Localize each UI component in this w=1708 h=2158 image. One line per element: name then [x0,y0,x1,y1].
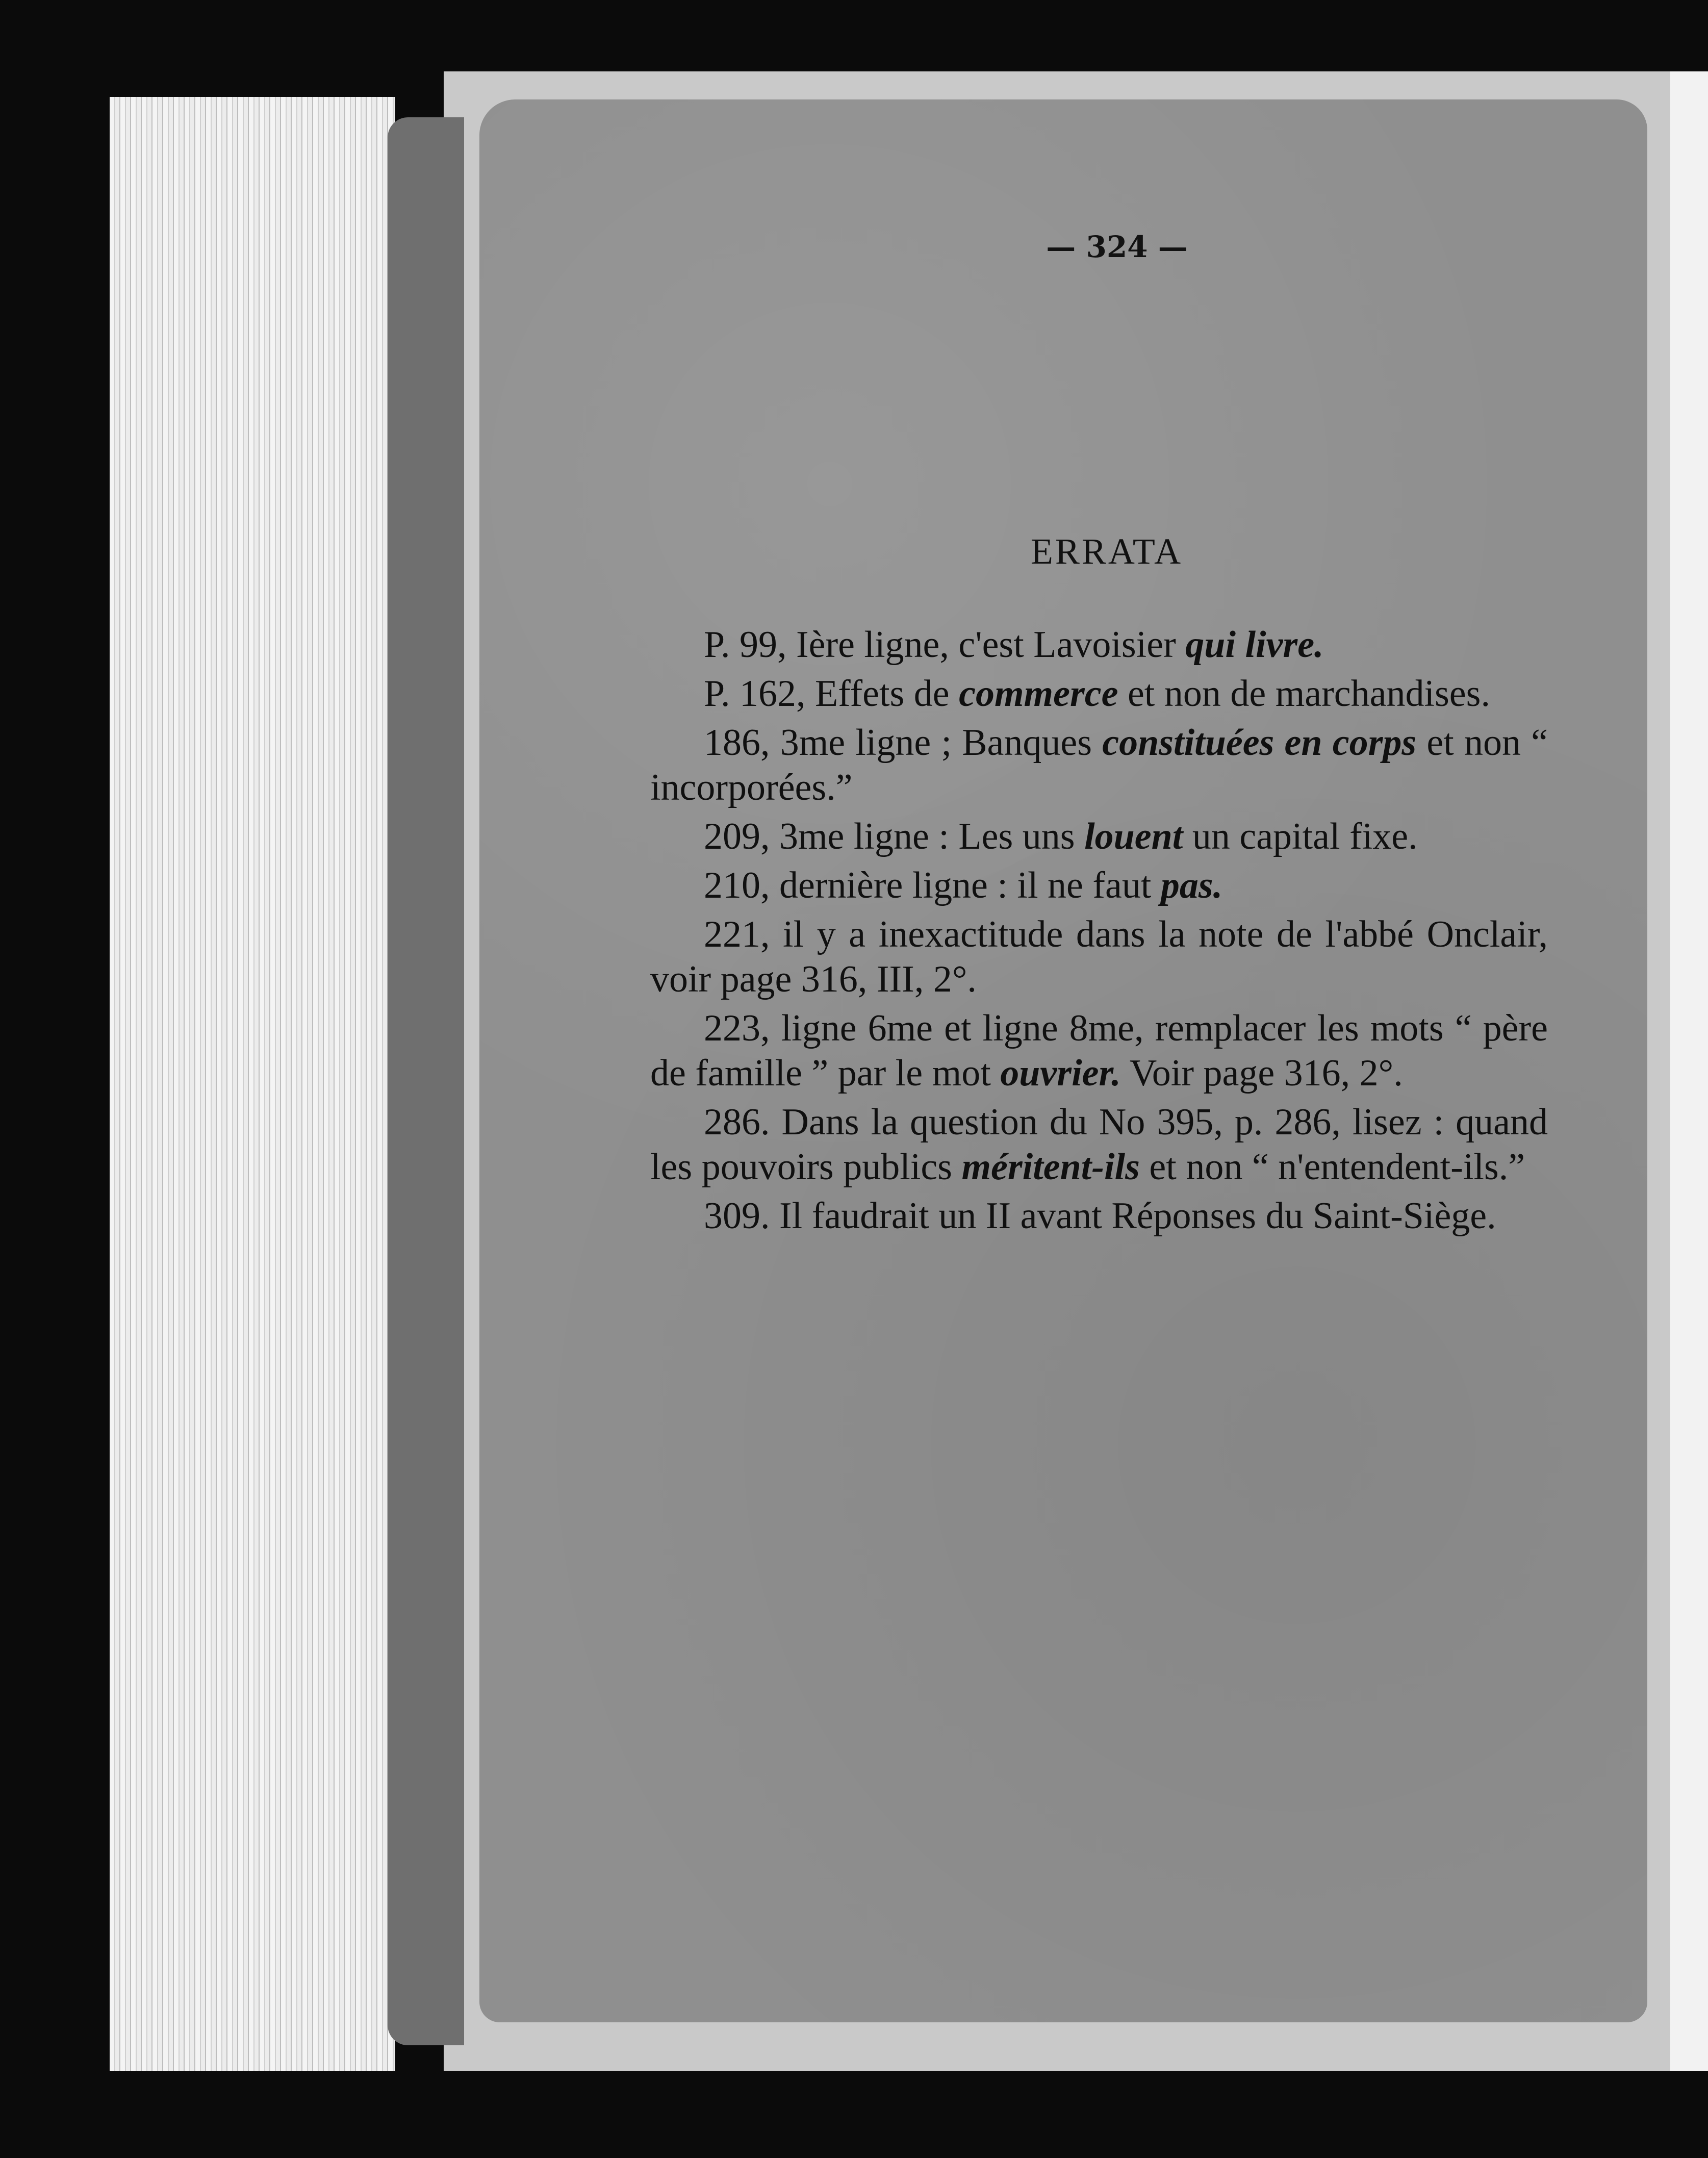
page-number: — 324 — [1046,230,1188,264]
errata-entry-286 [650,1100,1548,1189]
page-edges-stack [110,97,395,2071]
errata-entry-221 [650,912,1548,1002]
entry-text-after: et non de marchandises. [1118,673,1490,715]
errata-entry-186 [650,720,1548,810]
entry-text: 223, ligne 6me et ligne 8me, remplacer les mots “ père de famille ” par le mot [650,1007,1548,1094]
entry-text: P. 99, Ière ligne, c'est Lavoisier [704,624,1186,666]
errata-entry-p99 [650,622,1548,667]
entry-correction: commerce [959,673,1118,715]
entry-correction: méritent-ils [961,1146,1140,1188]
errata-entry-223 [650,1006,1548,1096]
entry-correction: constituées en corps [1102,722,1417,764]
entry-correction: ouvrier. [1000,1052,1121,1094]
errata-entry-p162 [650,671,1548,716]
entry-text: 286. Dans la question du No 395, p. 286, lisez : quand les pouvoirs publics [650,1101,1548,1188]
errata-heading: ERRATA [1030,531,1183,572]
entry-text-after: et non “ incorporées.” [650,722,1548,808]
entry-text: P. 162, Effets de [704,673,959,715]
entry-text: 209, 3me ligne : Les uns [704,816,1085,857]
errata-entry-210 [650,863,1548,908]
page-gutter-shadow [388,117,464,2045]
errata-entry-209 [650,814,1548,859]
errata-entry-309 [650,1194,1548,1238]
right-page-edge [1670,71,1708,2071]
entry-text-after: Voir page 316, 2°. [1120,1052,1403,1094]
entry-correction: pas. [1160,865,1223,906]
entry-text: 210, dernière ligne : il ne faut [704,865,1161,906]
entry-text: 221, il y a inexactitude dans la note de l'abbé Onclair, voir page 316, III, 2°. [650,913,1548,1000]
entry-text-after: un capital fixe. [1183,816,1418,857]
entry-text: 309. Il faudrait un II avant Réponses du Saint-Siège. [704,1195,1496,1237]
entry-correction: louent [1084,816,1183,857]
entry-text-after: et non “ n'entendent-ils.” [1139,1146,1525,1188]
entry-text: 186, 3me ligne ; Banques [704,722,1103,764]
errata-list [650,622,1548,1242]
entry-correction: qui livre. [1185,624,1324,666]
